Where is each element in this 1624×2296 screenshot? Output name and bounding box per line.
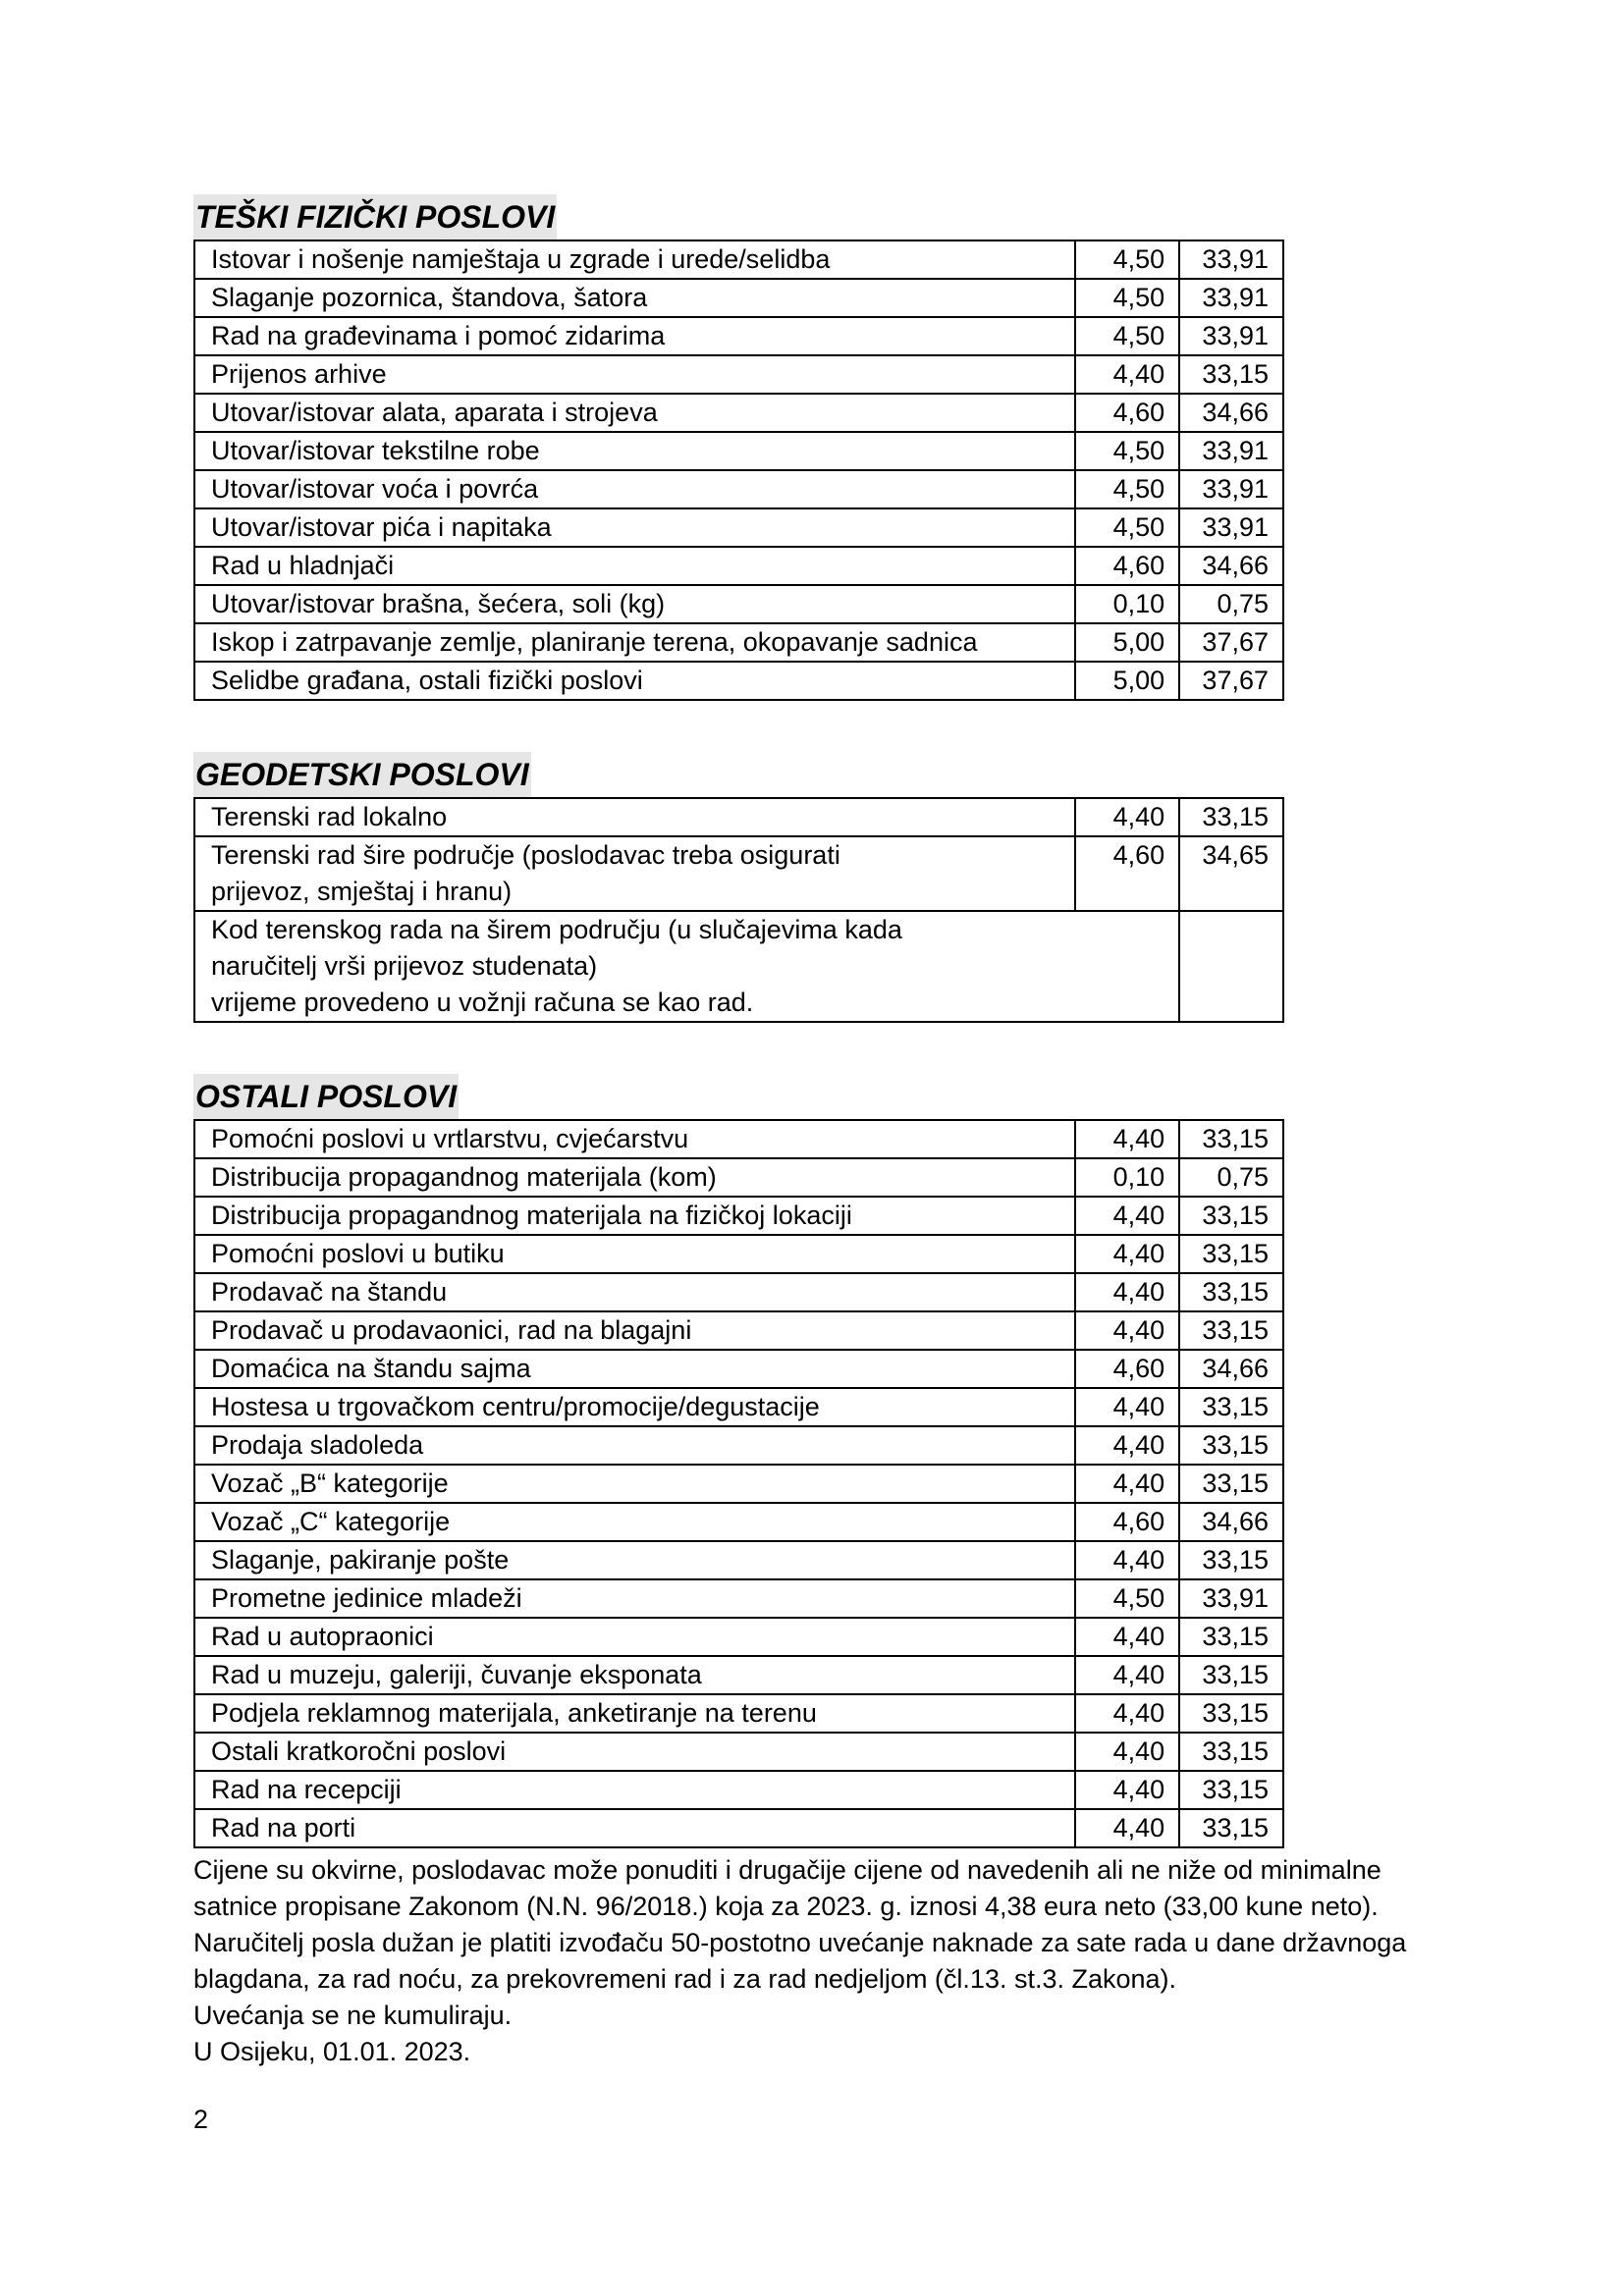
rate-eur-cell: 4,40 — [1075, 1733, 1179, 1771]
job-name-cell: Utovar/istovar voća i povrća — [194, 470, 1075, 508]
table-row — [194, 1618, 1283, 1656]
job-name-cell: Slaganje pozornica, štandova, šatora — [194, 279, 1075, 317]
table-row — [194, 508, 1283, 547]
job-name-cell: Istovar i nošenje namještaja u zgrade i urede/selidba — [194, 240, 1075, 279]
rate-eur-cell: 4,40 — [1075, 1120, 1179, 1158]
rate-eur-cell: 4,40 — [1075, 1771, 1179, 1809]
rate-kn-cell: 34,65 — [1179, 836, 1283, 911]
note-row-text: Kod terenskog rada na širem području (u slučajevima kada naručitelj vrši prijevoz studenata) vrijeme provedeno u vožnji računa se kao rad. — [194, 911, 1179, 1022]
rate-eur-cell: 4,40 — [1075, 1388, 1179, 1426]
table-row — [194, 1503, 1283, 1541]
note-line: U Osijeku, 01.01. 2023. — [193, 2037, 471, 2066]
table-row — [194, 355, 1283, 394]
section-title: OSTALI POSLOVI — [193, 1074, 459, 1119]
job-name-cell: Rad u muzeju, galeriji, čuvanje eksponata — [194, 1656, 1075, 1694]
table-row — [194, 240, 1283, 279]
rate-eur-cell: 5,00 — [1075, 662, 1179, 700]
table-row — [194, 1579, 1283, 1618]
rate-kn-cell: 33,91 — [1179, 279, 1283, 317]
rate-eur-cell: 4,50 — [1075, 432, 1179, 470]
job-name-cell: Ostali kratkoročni poslovi — [194, 1733, 1075, 1771]
rate-eur-cell: 4,50 — [1075, 470, 1179, 508]
rate-kn-cell: 37,67 — [1179, 623, 1283, 662]
rate-kn-cell: 34,66 — [1179, 1350, 1283, 1388]
rate-kn-cell: 33,15 — [1179, 1311, 1283, 1350]
rate-eur-cell: 4,60 — [1075, 1350, 1179, 1388]
table-row — [194, 547, 1283, 585]
document-page — [193, 194, 1489, 2070]
empty-cell — [1179, 911, 1283, 1022]
table-row — [194, 1656, 1283, 1694]
job-name-cell: Rad na porti — [194, 1809, 1075, 1847]
job-name-cell: Slaganje, pakiranje pošte — [194, 1541, 1075, 1579]
rate-eur-cell: 4,60 — [1075, 394, 1179, 432]
table-row — [194, 1197, 1283, 1235]
rates-table — [193, 1119, 1284, 1848]
rate-kn-cell: 33,15 — [1179, 1388, 1283, 1426]
rate-eur-cell: 0,10 — [1075, 1158, 1179, 1197]
job-name-cell: Prodavač na štandu — [194, 1273, 1075, 1311]
job-name-cell: Vozač „C“ kategorije — [194, 1503, 1075, 1541]
rate-kn-cell: 33,15 — [1179, 1541, 1283, 1579]
section-teski-fizicki-poslovi — [193, 194, 1489, 701]
rate-kn-cell: 33,91 — [1179, 508, 1283, 547]
rate-kn-cell: 33,15 — [1179, 798, 1283, 836]
job-name-cell: Utovar/istovar brašna, šećera, soli (kg) — [194, 585, 1075, 623]
table-row — [194, 1158, 1283, 1197]
rate-eur-cell: 4,50 — [1075, 317, 1179, 355]
page-number: 2 — [193, 2105, 209, 2134]
table-row — [194, 1541, 1283, 1579]
rate-eur-cell: 4,40 — [1075, 1809, 1179, 1847]
table-row — [194, 1235, 1283, 1273]
job-name-cell: Rad na recepciji — [194, 1771, 1075, 1809]
rate-kn-cell: 33,15 — [1179, 1618, 1283, 1656]
table-row — [194, 1733, 1283, 1771]
job-name-cell: Rad u autopraonici — [194, 1618, 1075, 1656]
rate-eur-cell: 4,50 — [1075, 240, 1179, 279]
job-name-cell: Terenski rad šire područje (poslodavac treba osigurati prijevoz, smještaj i hranu) — [194, 836, 1075, 911]
rate-eur-cell: 4,50 — [1075, 508, 1179, 547]
table-row — [194, 279, 1283, 317]
job-name-cell: Hostesa u trgovačkom centru/promocije/degustacije — [194, 1388, 1075, 1426]
note-line: Cijene su okvirne, poslodavac može ponuditi i drugačije cijene od navedenih ali ne niže od minimalne — [193, 1855, 1381, 1885]
job-name-cell: Utovar/istovar tekstilne robe — [194, 432, 1075, 470]
rate-kn-cell: 33,91 — [1179, 317, 1283, 355]
rate-kn-cell: 33,91 — [1179, 240, 1283, 279]
rate-kn-cell: 33,15 — [1179, 1120, 1283, 1158]
job-name-cell: Rad u hladnjači — [194, 547, 1075, 585]
table-row — [194, 1426, 1283, 1465]
rate-eur-cell: 4,40 — [1075, 1656, 1179, 1694]
rate-eur-cell: 4,40 — [1075, 1197, 1179, 1235]
rate-kn-cell: 33,15 — [1179, 1197, 1283, 1235]
rate-kn-cell: 34,66 — [1179, 547, 1283, 585]
table-row — [194, 1809, 1283, 1847]
job-name-cell: Terenski rad lokalno — [194, 798, 1075, 836]
rate-kn-cell: 33,15 — [1179, 1465, 1283, 1503]
job-name-cell: Domaćica na štandu sajma — [194, 1350, 1075, 1388]
table-row — [194, 1311, 1283, 1350]
note-line: Naručitelj posla dužan je platiti izvođaču 50-postotno uvećanje naknade za sate rada u dane državnoga — [193, 1928, 1407, 1957]
rate-eur-cell: 4,40 — [1075, 1465, 1179, 1503]
rate-eur-cell: 5,00 — [1075, 623, 1179, 662]
rates-table — [193, 797, 1284, 1023]
rate-eur-cell: 4,40 — [1075, 1541, 1179, 1579]
section-ostali-poslovi — [193, 1074, 1489, 1848]
table-row — [194, 317, 1283, 355]
note-line: satnice propisane Zakonom (N.N. 96/2018.) koja za 2023. g. iznosi 4,38 eura neto (33,00 kune neto). — [193, 1892, 1379, 1921]
rate-eur-cell: 0,10 — [1075, 585, 1179, 623]
section-geodetski-poslovi — [193, 752, 1489, 1023]
job-name-cell: Iskop i zatrpavanje zemlje, planiranje terena, okopavanje sadnica — [194, 623, 1075, 662]
table-row — [194, 1465, 1283, 1503]
job-name-cell: Selidbe građana, ostali fizički poslovi — [194, 662, 1075, 700]
rate-kn-cell: 33,91 — [1179, 1579, 1283, 1618]
table-row — [194, 1771, 1283, 1809]
rate-kn-cell: 0,75 — [1179, 1158, 1283, 1197]
rate-eur-cell: 4,50 — [1075, 279, 1179, 317]
table-row — [194, 662, 1283, 700]
table-row — [194, 1273, 1283, 1311]
job-name-cell: Vozač „B“ kategorije — [194, 1465, 1075, 1503]
table-row — [194, 1350, 1283, 1388]
rate-kn-cell: 33,15 — [1179, 1235, 1283, 1273]
table-row — [194, 432, 1283, 470]
table-row — [194, 1388, 1283, 1426]
rate-kn-cell: 33,15 — [1179, 1694, 1283, 1733]
rate-kn-cell: 34,66 — [1179, 1503, 1283, 1541]
notes — [193, 1852, 1489, 2070]
note-line: Uvećanja se ne kumuliraju. — [193, 2001, 513, 2030]
rate-eur-cell: 4,60 — [1075, 836, 1179, 911]
rate-kn-cell: 33,91 — [1179, 432, 1283, 470]
table-row — [194, 623, 1283, 662]
rate-eur-cell: 4,40 — [1075, 1694, 1179, 1733]
rate-eur-cell: 4,40 — [1075, 1235, 1179, 1273]
rate-kn-cell: 33,15 — [1179, 355, 1283, 394]
table-row — [194, 836, 1283, 911]
rate-kn-cell: 33,15 — [1179, 1273, 1283, 1311]
job-name-cell: Prijenos arhive — [194, 355, 1075, 394]
rate-kn-cell: 34,66 — [1179, 394, 1283, 432]
job-name-cell: Prodaja sladoleda — [194, 1426, 1075, 1465]
rate-kn-cell: 33,15 — [1179, 1809, 1283, 1847]
job-name-cell: Prometne jedinice mladeži — [194, 1579, 1075, 1618]
rate-eur-cell: 4,40 — [1075, 1426, 1179, 1465]
rate-kn-cell: 37,67 — [1179, 662, 1283, 700]
job-name-cell: Distribucija propagandnog materijala na fizičkoj lokaciji — [194, 1197, 1075, 1235]
rate-eur-cell: 4,40 — [1075, 1273, 1179, 1311]
rate-eur-cell: 4,50 — [1075, 1579, 1179, 1618]
job-name-cell: Podjela reklamnog materijala, anketiranje na terenu — [194, 1694, 1075, 1733]
table-row — [194, 1120, 1283, 1158]
rate-eur-cell: 4,40 — [1075, 355, 1179, 394]
table-row — [194, 1694, 1283, 1733]
rate-eur-cell: 4,40 — [1075, 1618, 1179, 1656]
job-name-cell: Distribucija propagandnog materijala (kom) — [194, 1158, 1075, 1197]
rate-eur-cell: 4,40 — [1075, 1311, 1179, 1350]
rate-eur-cell: 4,60 — [1075, 1503, 1179, 1541]
rate-kn-cell: 33,15 — [1179, 1426, 1283, 1465]
job-name-cell: Utovar/istovar pića i napitaka — [194, 508, 1075, 547]
note-line: blagdana, za rad noću, za prekovremeni rad i za rad nedjeljom (čl.13. st.3. Zakona). — [193, 1964, 1177, 1994]
rate-eur-cell: 4,60 — [1075, 547, 1179, 585]
rate-kn-cell: 33,15 — [1179, 1771, 1283, 1809]
rate-kn-cell: 0,75 — [1179, 585, 1283, 623]
rate-kn-cell: 33,15 — [1179, 1656, 1283, 1694]
table-row — [194, 585, 1283, 623]
job-name-cell: Pomoćni poslovi u vrtlarstvu, cvjećarstvu — [194, 1120, 1075, 1158]
table-row — [194, 394, 1283, 432]
table-row — [194, 798, 1283, 836]
section-title: GEODETSKI POSLOVI — [193, 752, 531, 797]
section-title: TEŠKI FIZIČKI POSLOVI — [193, 194, 557, 240]
job-name-cell: Prodavač u prodavaonici, rad na blagajni — [194, 1311, 1075, 1350]
rate-kn-cell: 33,15 — [1179, 1733, 1283, 1771]
table-row — [194, 470, 1283, 508]
rate-eur-cell: 4,40 — [1075, 798, 1179, 836]
rates-table — [193, 240, 1284, 701]
rate-kn-cell: 33,91 — [1179, 470, 1283, 508]
job-name-cell: Utovar/istovar alata, aparata i strojeva — [194, 394, 1075, 432]
job-name-cell: Pomoćni poslovi u butiku — [194, 1235, 1075, 1273]
note-row — [194, 911, 1283, 1022]
job-name-cell: Rad na građevinama i pomoć zidarima — [194, 317, 1075, 355]
